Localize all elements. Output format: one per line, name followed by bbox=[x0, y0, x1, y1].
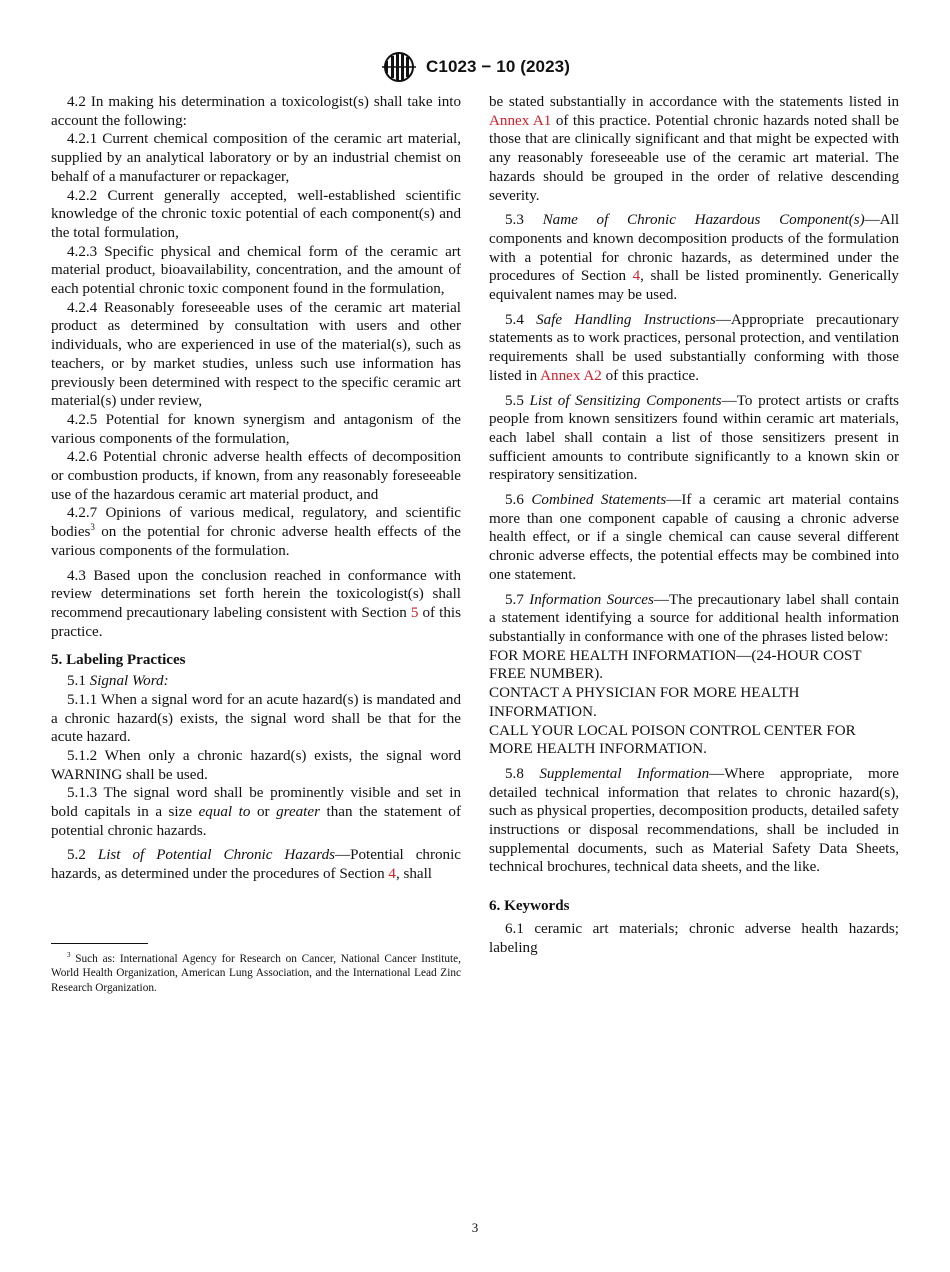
section-5-5 bbox=[489, 392, 899, 486]
section-5-2-text-cont: , shall bbox=[395, 866, 432, 883]
section-4-2-7 bbox=[51, 504, 461, 560]
section-5-1-2: 5.1.2 When only a chronic hazard(s) exists, the signal word WARNING shall be used. bbox=[51, 747, 461, 783]
section-5-5-number: 5.5 bbox=[505, 392, 530, 409]
section-6-heading: 6. Keywords bbox=[489, 898, 570, 915]
page-header bbox=[0, 50, 950, 84]
left-column bbox=[51, 93, 461, 884]
footnote-marker[interactable]: 3 bbox=[90, 522, 95, 533]
section-4-link-2[interactable]: 4 bbox=[632, 268, 641, 285]
footnote-number: 3 bbox=[67, 951, 71, 960]
page-number: 3 bbox=[471, 1220, 479, 1235]
section-5-3 bbox=[489, 211, 899, 305]
health-info-phrase-2: CONTACT A PHYSICIAN FOR MORE HEALTH INFORMATION. bbox=[489, 685, 800, 720]
section-4-2-7-text-cont: on the potential for chronic adverse health effects of the various components of the formulation. bbox=[51, 524, 461, 559]
section-5-1-title: Signal Word: bbox=[89, 673, 169, 690]
footnote-text: Such as: International Agency for Research on Cancer, National Cancer Institute, World Health Organization, American Lung Association, and the International Lead Zinc Research Organization. bbox=[51, 953, 461, 994]
footnote-3 bbox=[51, 952, 461, 995]
annex-a2-link[interactable]: Annex A2 bbox=[540, 367, 602, 384]
right-column bbox=[489, 93, 899, 957]
section-5-1-3-text-2: or bbox=[250, 804, 277, 821]
section-5-1-3-text: 5.1.3 The signal word shall be prominently visible and set in bold capitals in a size bbox=[51, 785, 461, 821]
section-5-1-3 bbox=[51, 784, 461, 840]
section-5-2-cont-text: be stated substantially in accordance with the statements listed in bbox=[489, 94, 899, 110]
section-5-1-3-text-3: than the statement of potential chronic hazards. bbox=[51, 804, 461, 839]
section-5-4-number: 5.4 bbox=[505, 311, 537, 328]
section-5-8 bbox=[489, 765, 899, 877]
section-5-7-text: —The precautionary label shall contain a statement identifying a source for additional health information substantially in conformance with one of the phrases listed below: bbox=[489, 591, 899, 645]
section-4-2-2: 4.2.2 Current generally accepted, well-established scientific knowledge of the chronic toxic potential of each component(s) and the total formulation, bbox=[51, 187, 461, 241]
astm-logo-icon bbox=[380, 51, 418, 83]
section-5-2-number: 5.2 bbox=[67, 847, 98, 864]
section-4-3-text: 4.3 Based upon the conclusion reached in conformance with review determinations set forth herein the toxicologist(s) shall recommend precautionary labeling consistent with Section bbox=[51, 567, 461, 621]
annex-a1-link[interactable]: Annex A1 bbox=[489, 112, 552, 129]
section-5-4-title: Safe Handling Instructions bbox=[536, 311, 716, 328]
section-4-3 bbox=[51, 567, 461, 642]
section-5-3-text: —All components and known decomposition products of the formulation with a potential for chronic hazards, as determined under the procedures of Section bbox=[489, 212, 900, 285]
section-4-3-text-cont: of this practice. bbox=[51, 604, 461, 640]
section-5-2-text: —Potential chronic hazards, as determined under the procedures of Section bbox=[51, 847, 461, 883]
section-5-1 bbox=[51, 672, 461, 691]
standard-designation: C1023 − 10 (2023) bbox=[426, 57, 570, 76]
section-5-1-1: 5.1.1 When a signal word for an acute hazard(s) is mandated and a chronic hazard(s) exists, the signal word shall be that for the acute hazard. bbox=[51, 691, 461, 746]
section-4-2-1: 4.2.1 Current chemical composition of the ceramic art material, supplied by an analytical laboratory or by an industrial chemist on behalf of a manufacturer or repackager, bbox=[51, 131, 461, 185]
section-5-1-3-emphasis-2: greater bbox=[276, 804, 320, 821]
health-info-phrase-1: FOR MORE HEALTH INFORMATION—(24-HOUR COST FREE NUMBER). bbox=[489, 647, 862, 683]
section-5-link[interactable]: 5 bbox=[410, 604, 419, 621]
section-6-1: 6.1 ceramic art materials; chronic adverse health hazards; labeling bbox=[489, 920, 899, 956]
section-4-2-4: 4.2.4 Reasonably foreseeable uses of the ceramic art material product as determined by consultation with users and other individuals, who are experienced in use of the material(s), such as teachers, or by market studies, unless such use information has previously been determined with respect to the specific ceramic art material(s) under review, bbox=[51, 299, 461, 410]
section-4-2-5: 4.2.5 Potential for known synergism and antagonism of the various components of the formulation, bbox=[51, 411, 461, 447]
section-4-2: 4.2 In making his determination a toxicologist(s) shall take into account the following: bbox=[51, 94, 461, 129]
section-5-5-text: —To protect artists or crafts people from known sensitizers found within ceramic art materials, each label shall contain a list of those sensitizers present in sufficient amounts to contribute significantly to a known skin or respiratory sensitization. bbox=[489, 392, 900, 484]
section-5-8-title: Supplemental Information bbox=[539, 765, 710, 782]
section-5-4 bbox=[489, 311, 899, 386]
health-info-phrase-3: CALL YOUR LOCAL POISON CONTROL CENTER FOR MORE HEALTH INFORMATION. bbox=[489, 722, 856, 758]
section-5-heading: 5. Labeling Practices bbox=[51, 652, 186, 669]
section-4-2-3: 4.2.3 Specific physical and chemical form of the ceramic art material product, bioavailability, concentration, and the amount of each potential chronic toxic component found in the formulation, bbox=[51, 243, 461, 298]
section-5-4-text-cont: of this practice. bbox=[601, 367, 700, 384]
section-5-6-text: —If a ceramic art material contains more than one component capable of causing a chronic adverse health effect, or if a single chemical can cause several different chronic adverse effects, the potential effects may be combined into one statement. bbox=[489, 492, 900, 583]
section-4-link[interactable]: 4 bbox=[388, 866, 396, 883]
section-5-2-cont-text-2: of this practice. Potential chronic hazards noted shall be those that are clinically significant and that might be expected with any reasonably foreseeable use of the ceramic art material. The hazards should be grouped in the order of relative descending severity. bbox=[489, 112, 899, 204]
section-5-6-title: Combined Statements bbox=[531, 492, 667, 509]
section-5-8-number: 5.8 bbox=[505, 765, 540, 782]
section-5-2 bbox=[51, 846, 461, 883]
section-5-3-title: Name of Chronic Hazardous Component(s) bbox=[542, 212, 865, 229]
section-5-4-text: —Appropriate precautionary statements as to work practices, personal protection, and ventilation requirements shall be used substantially conforming with those listed in bbox=[489, 311, 900, 384]
footnote-divider bbox=[51, 943, 148, 944]
section-5-2-continued bbox=[489, 93, 899, 205]
section-4-2-7-text: 4.2.7 Opinions of various medical, regulatory, and scientific bodies bbox=[51, 505, 461, 541]
section-5-8-text: —Where appropriate, more detailed technical information that relates to chronic hazard(s), such as physical properties, decomposition products, detailed safety instructions or disposal recommendations, shall be included in supplemental documents, such as Material Safety Data Sheets, technical brochures, technical data sheets, and the like. bbox=[489, 765, 899, 876]
section-5-7 bbox=[489, 591, 899, 647]
section-5-7-number: 5.7 bbox=[505, 591, 530, 608]
section-5-6 bbox=[489, 491, 899, 585]
section-5-5-title: List of Sensitizing Components bbox=[529, 392, 722, 409]
section-5-1-number: 5.1 bbox=[67, 673, 90, 690]
section-5-3-text-cont: , shall be listed prominently. Generically equivalent names may be used. bbox=[489, 268, 899, 304]
section-5-1-3-emphasis-1: equal to bbox=[198, 804, 251, 821]
section-5-3-number: 5.3 bbox=[505, 212, 543, 229]
section-5-7-title: Information Sources bbox=[529, 591, 654, 608]
section-5-2-title: List of Potential Chronic Hazards bbox=[97, 847, 335, 864]
section-5-6-number: 5.6 bbox=[505, 492, 532, 509]
section-4-2-6: 4.2.6 Potential chronic adverse health effects of decomposition or combustion products, if known, from any reasonably foreseeable use of the hazardous ceramic art material product, and bbox=[51, 449, 461, 503]
